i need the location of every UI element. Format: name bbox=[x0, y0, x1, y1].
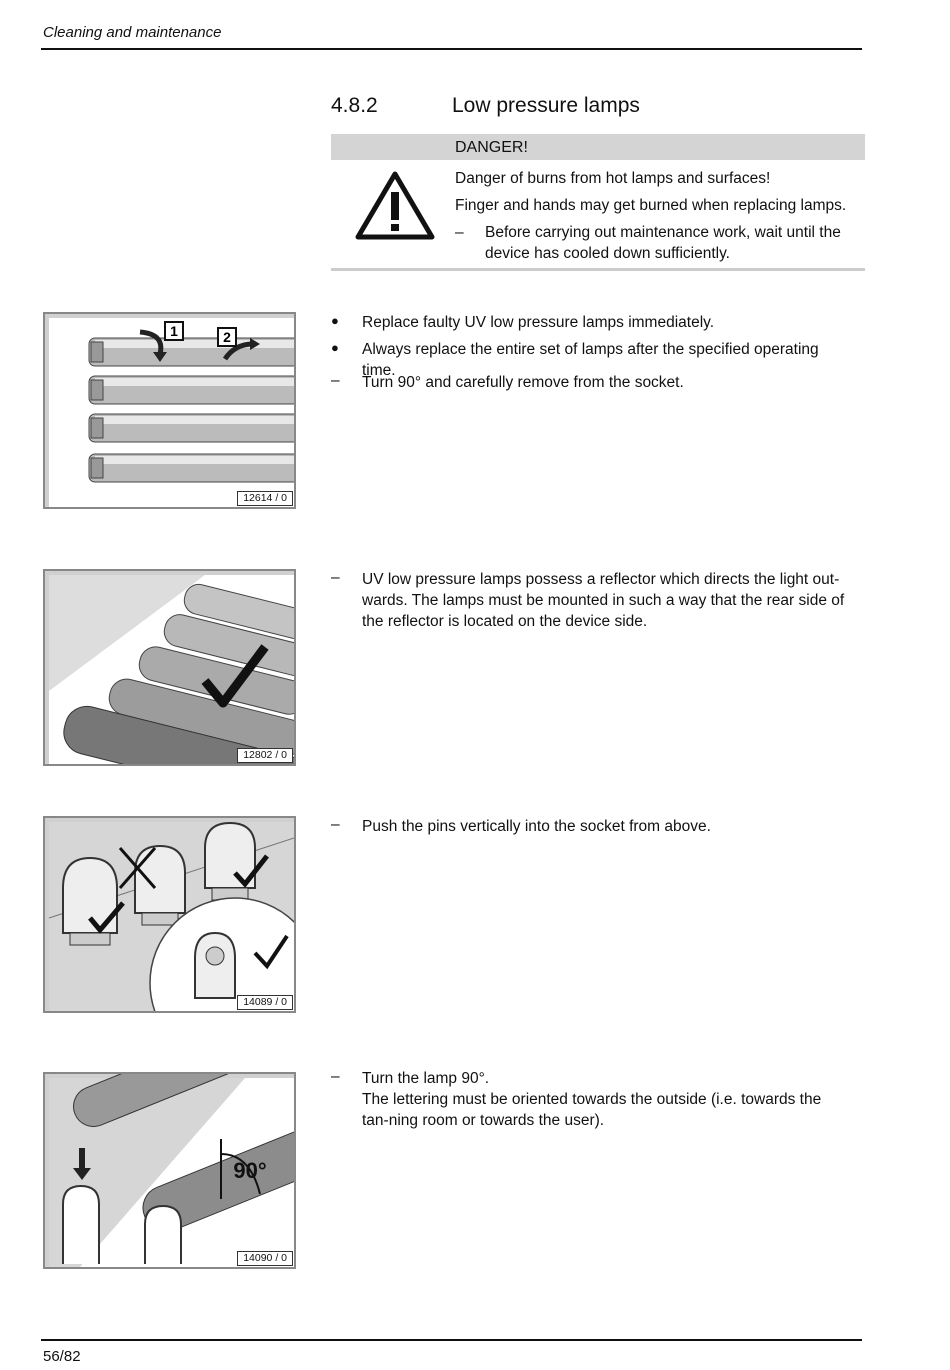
danger-detail: Finger and hands may get burned when replacing lamps. bbox=[455, 197, 847, 214]
badge-2: 2 bbox=[223, 329, 231, 345]
socket-lower bbox=[145, 1206, 181, 1264]
footer-rule bbox=[41, 1339, 862, 1341]
step2-dash: – bbox=[331, 569, 340, 586]
step2-text: UV low pressure lamps possess a reflector which directs the light out-wards. The lamps must be mounted in such a way that the rear side of the reflector is located on the device side. bbox=[362, 571, 845, 630]
figure-reflector-orientation bbox=[43, 569, 296, 766]
danger-dash: – bbox=[455, 224, 464, 241]
socket-detail bbox=[195, 933, 235, 998]
step3-dash: – bbox=[331, 816, 340, 833]
step1-dash: – bbox=[331, 372, 340, 389]
socket-left bbox=[63, 858, 117, 945]
figure-socket-pins bbox=[43, 816, 296, 1013]
bullet-1-text: Replace faulty UV low pressure lamps immediately. bbox=[362, 314, 715, 331]
figure-id: 12614 / 0 bbox=[237, 491, 293, 506]
figure-id: 12802 / 0 bbox=[237, 748, 293, 763]
figure-turn-lamp bbox=[43, 1072, 296, 1269]
step4-dash: – bbox=[331, 1068, 340, 1085]
socket-upper bbox=[63, 1186, 99, 1264]
lamp-row-3 bbox=[89, 414, 294, 442]
danger-rule bbox=[331, 268, 865, 271]
danger-instruction: Before carrying out maintenance work, wait until the device has cooled down sufficiently. bbox=[485, 224, 841, 262]
socket-mid bbox=[135, 846, 185, 925]
step4-line2: The lettering must be oriented towards the outside (i.e. towards the tan-ning room or towards the user). bbox=[362, 1091, 822, 1129]
step4-line1: Turn the lamp 90°. bbox=[362, 1070, 490, 1087]
lamps-removal-illustration bbox=[45, 314, 294, 507]
warning-triangle-icon bbox=[355, 170, 435, 240]
bullet-1-marker: ● bbox=[331, 313, 339, 328]
danger-bar bbox=[331, 134, 865, 160]
figure-lamps-removal bbox=[43, 312, 296, 509]
angle-label: 90° bbox=[233, 1158, 267, 1183]
lamp-row-1 bbox=[89, 338, 294, 366]
step1-dash-text: Turn 90° and carefully remove from the socket. bbox=[362, 374, 684, 391]
section-number: 4.8.2 bbox=[331, 94, 378, 117]
step3-text: Push the pins vertically into the socket from above. bbox=[362, 818, 711, 835]
danger-headline: Danger of burns from hot lamps and surfaces! bbox=[455, 170, 771, 187]
section-title: Low pressure lamps bbox=[452, 94, 640, 117]
bullet-2-text: Always replace the entire set of lamps after the specified operating time. bbox=[362, 341, 819, 379]
danger-label: DANGER! bbox=[455, 139, 528, 156]
turn-lamp-illustration bbox=[45, 1074, 294, 1267]
bullet-2-marker: ● bbox=[331, 340, 339, 355]
page-number: 56/82 bbox=[43, 1348, 81, 1365]
figure-id: 14090 / 0 bbox=[237, 1251, 293, 1266]
reflector-illustration bbox=[45, 571, 294, 764]
lamp-row-2 bbox=[89, 376, 294, 404]
socket-right bbox=[205, 823, 255, 900]
socket-illustration bbox=[45, 818, 294, 1011]
badge-1: 1 bbox=[170, 323, 178, 339]
lamp-row-4 bbox=[89, 454, 294, 482]
figure-id: 14089 / 0 bbox=[237, 995, 293, 1010]
running-header: Cleaning and maintenance bbox=[43, 24, 222, 41]
header-rule bbox=[41, 48, 862, 50]
